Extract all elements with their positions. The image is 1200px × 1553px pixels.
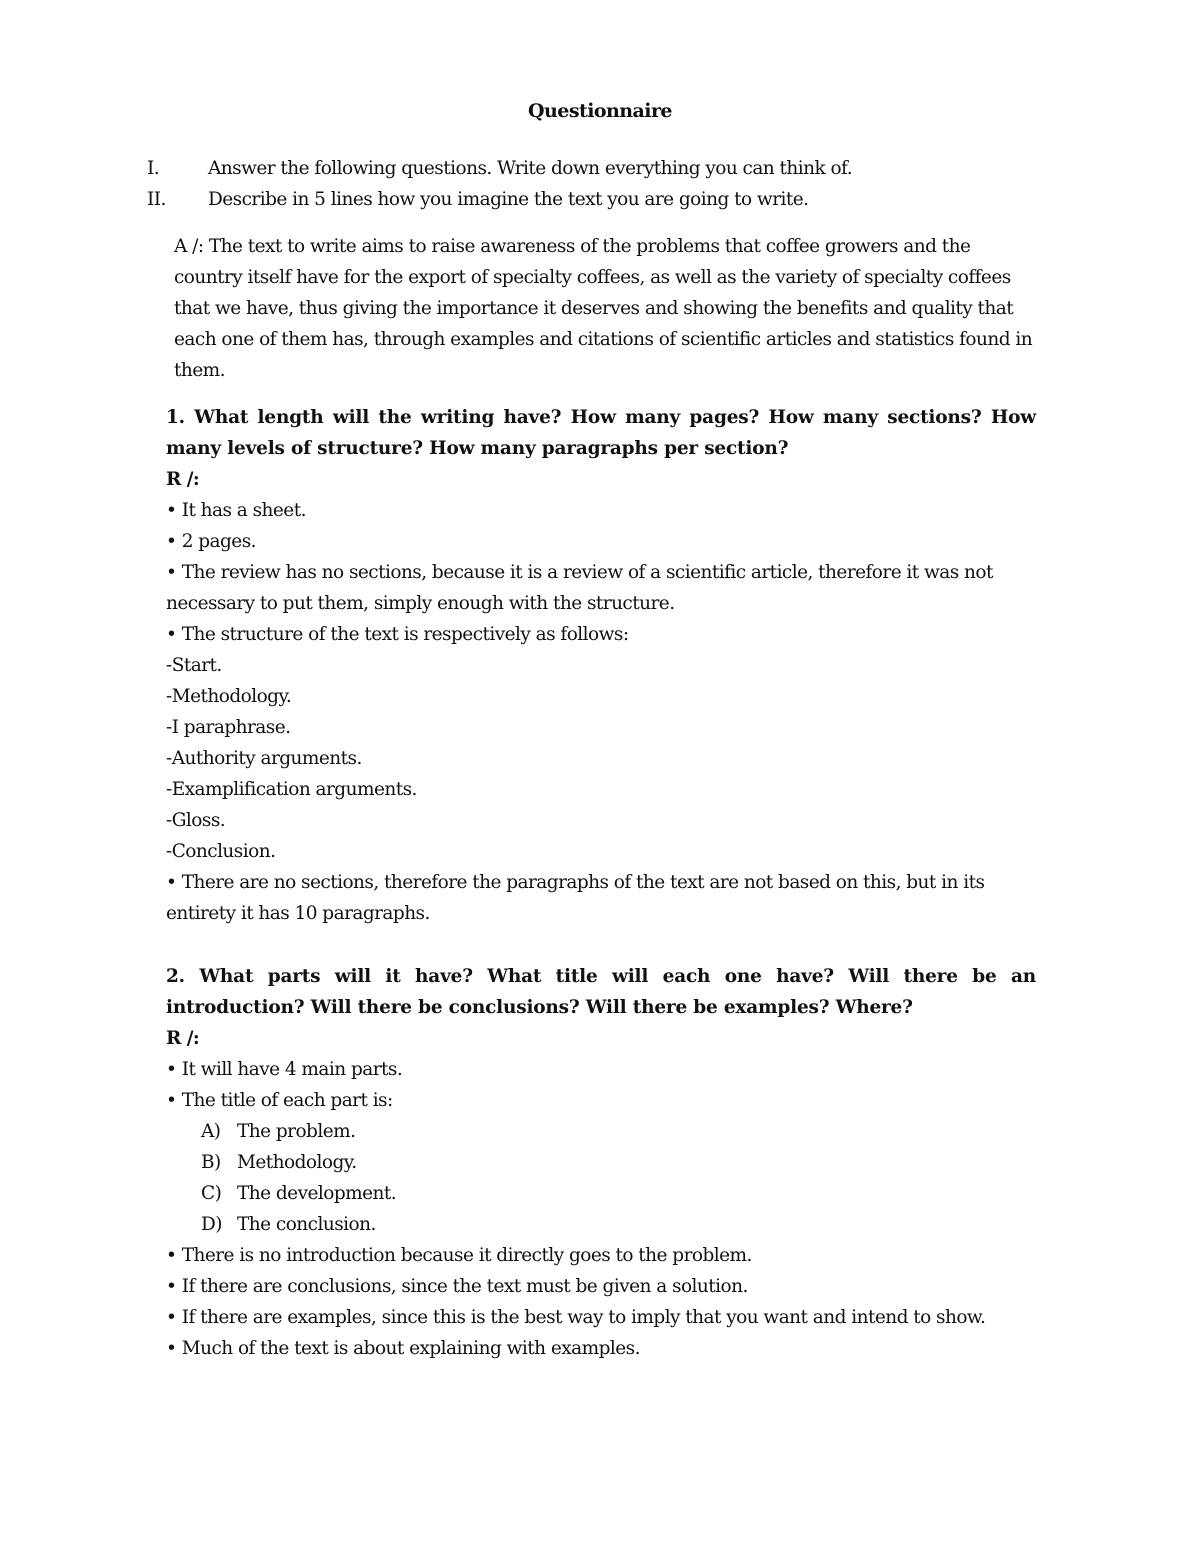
part-item xyxy=(166,1116,1036,1147)
bullet-item: • The review has no sections, because it is a review of a scientific article, therefore it was not necessary to put them, simply enough with the structure. xyxy=(166,562,993,614)
bullet-item: • If there are examples, since this is the best way to imply that you want and intend to show. xyxy=(166,1307,986,1328)
part-text: Methodology. xyxy=(237,1152,357,1173)
instruction-number: II. xyxy=(147,189,166,210)
question-2-heading: 2. What parts will it have? What title will each one have? Will there be an introduction? Will there be conclusions? Will there be examples? Where? xyxy=(166,966,1036,1018)
bullet-item: • 2 pages. xyxy=(166,531,256,552)
page-title: Questionnaire xyxy=(528,100,672,122)
response-label: R /: xyxy=(166,1028,200,1049)
bullet-item: • If there are conclusions, since the text must be given a solution. xyxy=(166,1276,748,1297)
structure-item: -I paraphrase. xyxy=(166,717,291,738)
bullet-item: • It has a sheet. xyxy=(166,500,306,521)
part-item xyxy=(166,1178,1036,1209)
bullet-item: • There is no introduction because it directly goes to the problem. xyxy=(166,1245,752,1266)
bullet-item: • The title of each part is: xyxy=(166,1090,393,1111)
instruction-number: I. xyxy=(147,158,160,179)
structure-item: -Conclusion. xyxy=(166,841,276,862)
question-1-section xyxy=(166,402,1036,929)
question-1-heading: 1. What length will the writing have? How many pages? How many sections? How many levels of structure? How many paragraphs per section? xyxy=(166,407,1036,459)
part-label: A) xyxy=(201,1121,221,1142)
structure-item: -Methodology. xyxy=(166,686,292,707)
response-label: R /: xyxy=(166,469,200,490)
part-text: The problem. xyxy=(237,1121,356,1142)
structure-item: -Examplification arguments. xyxy=(166,779,417,800)
question-2-section xyxy=(166,961,1036,1364)
part-label: B) xyxy=(201,1152,221,1173)
part-label: D) xyxy=(201,1214,222,1235)
part-text: The conclusion. xyxy=(237,1214,376,1235)
instruction-text: Answer the following questions. Write down everything you can think of. xyxy=(208,158,853,179)
bullet-item: • Much of the text is about explaining with examples. xyxy=(166,1338,640,1359)
structure-item: -Authority arguments. xyxy=(166,748,362,769)
part-item xyxy=(166,1147,1036,1178)
bullet-item: • There are no sections, therefore the paragraphs of the text are not based on this, but in its entirety it has 10 paragraphs. xyxy=(166,872,985,924)
bullet-item: • It will have 4 main parts. xyxy=(166,1059,403,1080)
bullet-item: • The structure of the text is respectively as follows: xyxy=(166,624,629,645)
structure-item: -Start. xyxy=(166,655,222,676)
part-text: The development. xyxy=(237,1183,397,1204)
instruction-text: Describe in 5 lines how you imagine the text you are going to write. xyxy=(208,189,809,210)
part-label: C) xyxy=(201,1183,222,1204)
intro-answer: A /: The text to write aims to raise awareness of the problems that coffee growers and the country itself have for the export of specialty coffees, as well as the variety of specialty coffees that we have, thus giving the importance it deserves and showing the benefits and quality that each one of them has, through examples and citations of scientific articles and statistics found in them. xyxy=(174,236,1033,381)
structure-item: -Gloss. xyxy=(166,810,226,831)
part-item xyxy=(166,1209,1036,1240)
